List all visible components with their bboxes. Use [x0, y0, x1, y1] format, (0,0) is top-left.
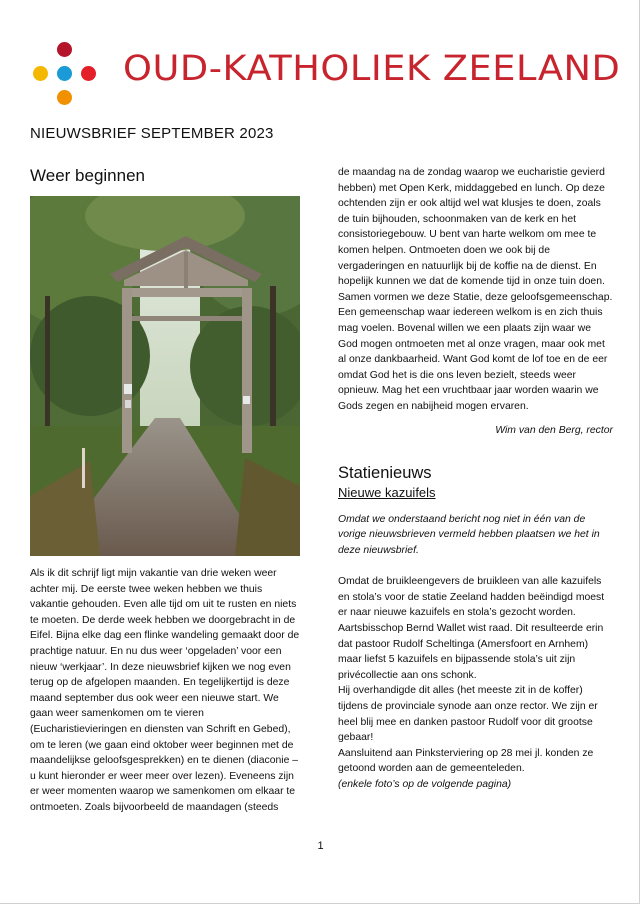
subheading-kazuifels: Nieuwe kazuifels	[338, 484, 436, 500]
newsletter-issue-title: NIEUWSBRIEF SEPTEMBER 2023	[30, 125, 274, 142]
logo-dot-blue-icon	[57, 66, 72, 81]
wooden-gate-forest-path-photo	[30, 196, 300, 556]
author-signature: Wim van den Berg, rector	[495, 424, 613, 436]
kazuifels-paragraph-1: Omdat de bruikleengevers de bruikleen van alle kazuifels en stola’s voor de statie Zeeland hadden beëindigd moest er naar nieuwe kazuifels en stola’s gezocht worden. Aartsbisschop Bernd Wallet wist raad. Dit resulteerde erin dat pastoor Rudolf Scheltinga (Amersfoort en Arnhem) maar liefst 5 kazuifels en bijpassende stola’s uit zijn privécollectie aan ons schonk.	[338, 576, 605, 681]
logo-dot-yellow-icon	[33, 66, 48, 81]
article-body-left: Als ik dit schrijf ligt mijn vakantie van drie weken weer achter mij. De eerste twee weken hebben we thuis vakantie gehouden. Even alle tijd om uit te rusten en niets te moeten. De derde week hebben we doorgebracht in de Eifel. Bijna elke dag een flinke wandeling gemaakt door de prachtige natuur. En nu dus weer ‘opgeladen’ voor een nieuw ‘werkjaar’. In deze nieuwsbrief kijken we nog even terug op de afgelopen maanden. En tegelijkertijd is deze maand september dus ook weer een nieuwe start. We gaan weer samenkomen om te vieren (Eucharistievieringen en diensten van Schrift en Gebed), om te leren (we gaan eind oktober weer beginnen met de maandelijkse geloofsgesprekken) en te dienen (diaconie – u kunt hieronder er weer meer over lezen). Eveneens zijn er weer momenten waarop we samenkomen om elkaar te ontmoeten. Zoals bijvoorbeeld de maandagen (steeds	[30, 568, 300, 813]
logo-dot-orange-icon	[57, 90, 72, 105]
brand-name: OUD-KATHOLIEK ZEELAND	[123, 49, 621, 89]
cross-dots-logo-icon	[30, 40, 100, 110]
article-body-right: de maandag na de zondag waarop we eucharistie gevierd hebben) met Open Kerk, middaggebed en lunch. Op deze ochtenden zijn er ook altijd wel wat klusjes te doen, zoals de tuin bijhouden, schoonmaken van de kerk en het consistoriegebouw. U bent van harte welkom om mee te komen helpen. Ontmoeten doen we ook bij de vergaderingen en natuurlijk bij de koffie na de dienst. En hopelijk kunnen we dat de komende tijd in onze tuin doen. Samen vormen we deze Statie, deze geloofsgemeenschap. Een gemeenschap waar iedereen welkom is en zich thuis mag voelen. Bovenal willen we een plaats zijn waar we God mogen ontmoeten met al onze vragen, maar ook met al onze dankbaarheid. Want God komt de lof toe en de eer omdat God het is die ons leven bezielt, steeds weer opnieuw. Mag het een vruchtbaar jaar worden waarin we Gods zegen en nabijheid mogen ervaren.	[338, 167, 613, 412]
photos-note: (enkele foto’s op de volgende pagina)	[338, 779, 512, 790]
kazuifels-intro: Omdat we onderstaand bericht nog niet in één van de vorige nieuwsbrieven vermeld hebben plaatsen we het in deze nieuwsbrief.	[338, 513, 600, 556]
kazuifels-paragraph-3: Aansluitend aan Pinksterviering op 28 mei jl. konden ze getoond worden aan de gemeenteleden.	[338, 747, 594, 775]
header-logo	[30, 40, 630, 110]
page-number: 1	[317, 840, 324, 852]
logo-dot-red2-icon	[81, 66, 96, 81]
right-column	[338, 165, 613, 793]
article-heading: Weer beginnen	[30, 166, 145, 185]
logo-dot-red-icon	[57, 42, 72, 57]
kazuifels-paragraph-2: Hij overhandigde dit alles (het meeste zit in de koffer) tijdens de provinciale synode aan onze rector. We zijn er heel blij mee en danken pastoor Rudolf voor dit grootse gebaar!	[338, 685, 598, 744]
left-column	[30, 166, 302, 816]
section-heading: Statienieuws	[338, 463, 432, 482]
